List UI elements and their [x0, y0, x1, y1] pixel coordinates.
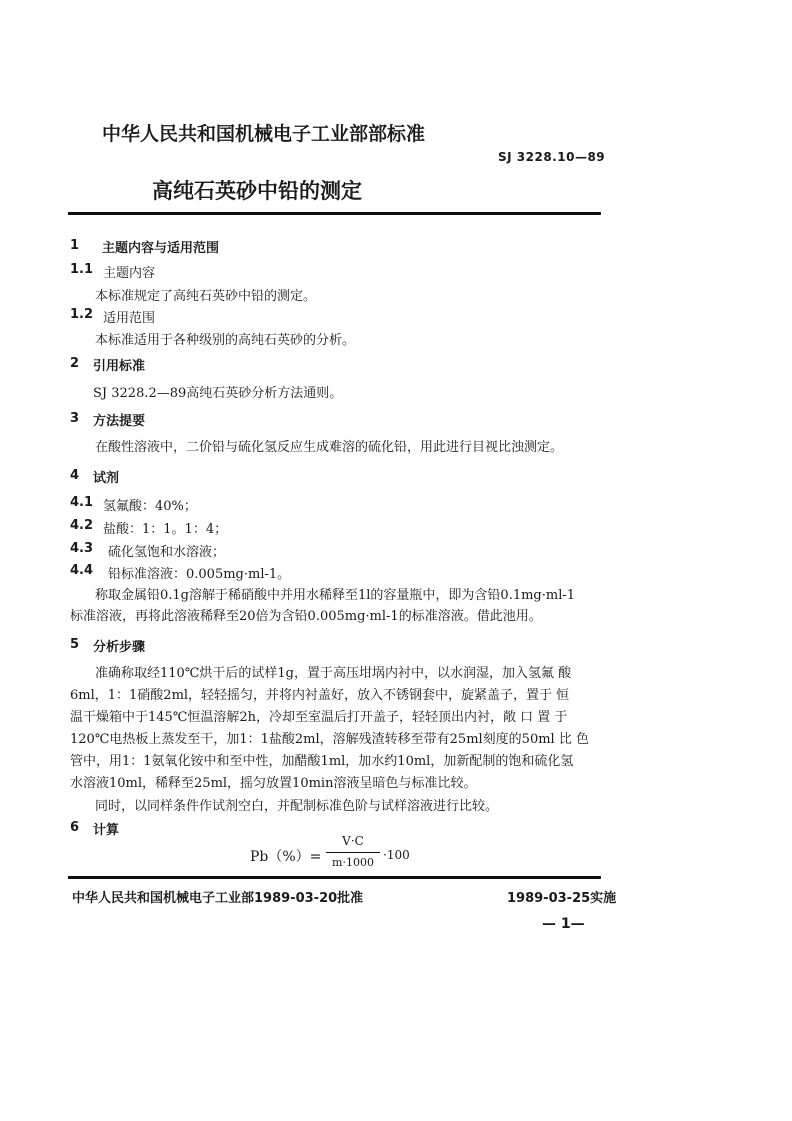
paragraph-line: 水溶液10ml，稀释至25ml，摇匀放置10min溶液呈暗色与标准比较。	[70, 776, 477, 791]
reagent-item: 铅标准溶液：0.005mg·ml-1。	[108, 567, 291, 582]
footer-rule	[68, 876, 601, 879]
item-number: 4.2	[70, 518, 94, 533]
reagent-item: 氢氟酸：40%；	[103, 499, 197, 514]
item-number: 4.3	[70, 541, 94, 556]
formula-tail: ·100	[383, 848, 410, 862]
standard-code: SJ 3228.10—89	[498, 150, 606, 164]
section-title: 分析步骤	[93, 640, 146, 655]
paragraph: 在酸性溶液中，二价铅与硫化氢反应生成难溶的硫化铅，用此进行目视比浊测定。	[95, 440, 564, 455]
section-number: 4	[70, 468, 80, 483]
section-title: 试剂	[93, 471, 120, 486]
item-number: 4.1	[70, 495, 94, 510]
item-number: 4.4	[70, 563, 94, 578]
section-number: 1	[70, 238, 80, 253]
paragraph: 本标准适用于各种级别的高纯石英砂的分析。	[95, 333, 356, 348]
paragraph-line: 管中，用1：1氨氧化铵中和至中性，加醋酸1ml，加水约10ml，加新配制的饱和硫化氢	[70, 754, 574, 769]
section-number: 5	[70, 637, 80, 652]
approval-line: 中华人民共和国机械电子工业部1989-03-20批准	[72, 891, 364, 906]
section-number: 6	[70, 820, 80, 835]
subsection-number: 1.1	[70, 262, 94, 277]
paragraph-line: 标准溶液，再将此溶液稀释至20倍为含铅0.005mg·ml-1的标准溶液。借此池用。	[70, 609, 542, 624]
subsection-title: 主题内容	[103, 266, 156, 281]
paragraph-line: 120℃电热板上蒸发至干，加1：1盐酸2ml，溶解残渣转移至带有25ml刻度的50ml 比 色	[70, 732, 589, 747]
section-number: 3	[70, 411, 80, 426]
section-title: 方法提要	[93, 414, 146, 429]
section-title: 计算	[93, 823, 120, 838]
paragraph-line: 称取金属铅0.1g溶解于稀硝酸中并用水稀释至1l的容量瓶中，即为含铅0.1mg·ml-1	[95, 588, 576, 603]
formula-denominator: m·1000	[332, 856, 374, 869]
paragraph-line: 同时，以同样条件作试剂空白，并配制标准色阶与试样溶液进行比较。	[95, 799, 499, 814]
header-rule	[68, 212, 601, 215]
paragraph-line: 准确称取经110℃烘干后的试样1g，置于高压坩埚内衬中，以水润湿，加入氢氟 酸	[95, 666, 572, 681]
formula-numerator: V·C	[342, 834, 364, 848]
issuing-organization: 中华人民共和国机械电子工业部部标准	[102, 123, 426, 145]
fraction-bar	[326, 852, 380, 853]
reagent-item: 硫化氢饱和水溶液；	[108, 545, 226, 560]
paragraph-line: 温干燥箱中于145℃恒温溶解2h，冷却至室温后打开盖子，轻轻顶出内衬，敞 口 置 于	[70, 710, 568, 725]
subsection-number: 1.2	[70, 307, 94, 322]
effective-date: 1989-03-25实施	[507, 891, 617, 906]
page-number: — 1—	[542, 916, 585, 932]
reagent-item: 盐酸：1：1。1：4；	[103, 522, 228, 537]
subsection-title: 适用范围	[103, 311, 156, 326]
paragraph-line: 6ml，1：1硝酸2ml，轻轻摇匀，并将内衬盖好，放入不锈钢套中，旋紧盖子，置于 恒	[70, 688, 570, 703]
paragraph: 本标准规定了高纯石英砂中铅的测定。	[95, 289, 317, 304]
paragraph: SJ 3228.2—89高纯石英砂分析方法通则。	[93, 386, 343, 401]
section-number: 2	[70, 356, 80, 371]
formula-lhs: Pb（%）=	[250, 849, 322, 865]
section-title: 主题内容与适用范围	[102, 241, 220, 256]
document-title: 高纯石英砂中铅的测定	[152, 179, 362, 203]
section-title: 引用标准	[93, 359, 146, 374]
